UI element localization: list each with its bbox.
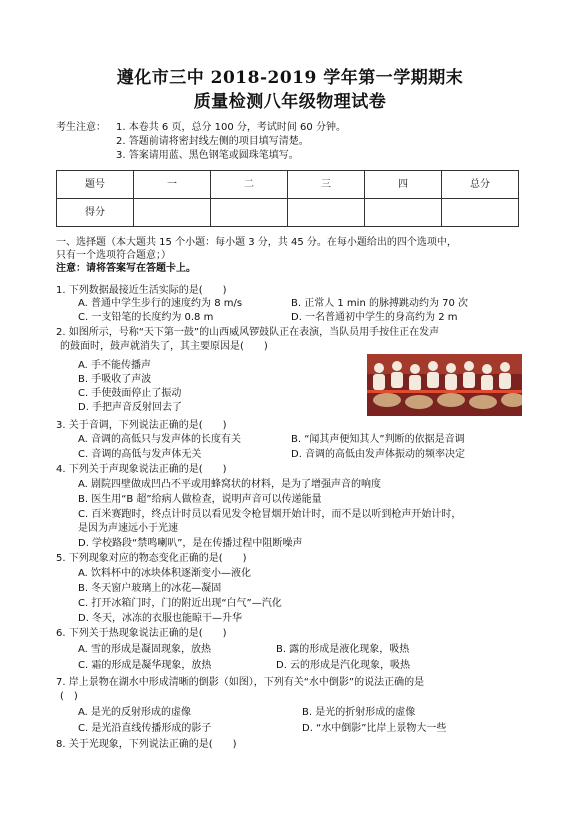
question-4-option-b: B. 医生用“B 超”给病人做检查，说明声音可以传递能量	[78, 494, 322, 505]
question-6-option-c: C. 霜的形成是凝华现象，放热	[78, 660, 212, 671]
score-cell[interactable]	[134, 199, 211, 227]
question-2-option-a: A. 手不能传播声	[78, 360, 152, 371]
notice-item-1: 1. 本卷共 6 页，总分 100 分，考试时间 60 分钟。	[116, 122, 346, 133]
question-2-option-d: D. 手把声音反射回去了	[78, 402, 183, 413]
score-header-cell: 四	[365, 171, 442, 199]
score-table-header-row	[57, 171, 519, 199]
section-intro	[56, 236, 526, 275]
question-5-option-b: B. 冬天窗户玻璃上的冰花—凝固	[78, 583, 222, 594]
question-3-option-b: B. “闻其声便知其人”判断的依据是音调	[291, 434, 465, 445]
score-cell[interactable]	[211, 199, 288, 227]
score-cell[interactable]	[442, 199, 519, 227]
section-intro-line1: 一、选择题（本大题共 15 个小题：每小题 3 分，共 45 分。在每小题给出的四个选项中，	[56, 237, 457, 248]
question-4-option-a: A. 剧院四壁做成凹凸不平或用蜂窝状的材料，是为了增强声音的响度	[78, 479, 382, 490]
question-7-option-c: C. 是光沿直线传播形成的影子	[78, 723, 212, 734]
question-4-option-d: D. 学校路段“禁鸣喇叭”，是在传播过程中阻断噪声	[78, 538, 303, 549]
notice-block	[56, 121, 526, 163]
question-5-option-d: D. 冬天，冰冻的衣服也能晾干—升华	[78, 613, 243, 624]
question-2-stem-line1: 2. 如图所示，号称“天下第一鼓”的山西威风锣鼓队正在表演，当队员用手按住正在发声	[56, 327, 440, 338]
question-2-option-b: B. 手吸收了声波	[78, 374, 152, 385]
question-1-stem: 1. 下列数据最接近生活实际的是( )	[56, 285, 227, 296]
notice-item-3: 3. 答案请用蓝、黑色钢笔或圆珠笔填写。	[116, 150, 299, 161]
notice-item-2: 2. 答题前请将密封线左侧的项目填写清楚。	[116, 136, 309, 147]
score-header-cell: 题号	[57, 171, 134, 199]
score-header-cell: 二	[211, 171, 288, 199]
score-cell[interactable]	[365, 199, 442, 227]
notice-label: 考生注意：	[56, 122, 106, 133]
drum-performance-photo	[367, 354, 522, 416]
question-4-option-c: C. 百米赛跑时，终点计时员以看见发令枪冒烟开始计时，而不是以听到枪声开始计时，	[78, 509, 462, 520]
question-4-option-c-cont: 是因为声速远小于光速	[78, 523, 178, 534]
question-1-option-a: A. 普通中学生步行的速度约为 8 m/s	[78, 298, 243, 309]
question-2-stem-line2: 的鼓面时，鼓声就消失了，其主要原因是( )	[60, 341, 268, 352]
question-1-option-b: B. 正常人 1 min 的脉搏跳动约为 70 次	[291, 298, 469, 309]
section-note: 注意：请将答案写在答题卡上。	[56, 263, 196, 274]
exam-title-line2: 质量检测八年级物理试卷	[193, 92, 387, 112]
question-4-stem: 4. 下列关于声现象说法正确的是( )	[56, 464, 227, 475]
question-5-stem: 5. 下列现象对应的物态变化正确的是( )	[56, 553, 247, 564]
score-header-cell: 三	[288, 171, 365, 199]
question-7-stem-line1: 7. 岸上景物在湖水中形成清晰的倒影（如图），下列有关“水中倒影”的说法正确的是	[56, 677, 425, 688]
question-6-option-d: D. 云的形成是汽化现象，吸热	[276, 660, 411, 671]
section-intro-line2: 只有一个选项符合题意；）	[56, 250, 171, 261]
question-1-option-c: C. 一支铅笔的长度约为 0.8 m	[78, 312, 214, 323]
exam-title-line1: 遵化市三中 2018-2019 学年第一学期期末	[116, 68, 464, 88]
question-8-stem: 8. 关于光现象，下列说法正确的是( )	[56, 739, 237, 750]
question-7-stem-line2: ( )	[60, 691, 78, 702]
question-6-option-a: A. 雪的形成是凝固现象，放热	[78, 644, 212, 655]
question-7-option-b: B. 是光的折射形成的虚像	[302, 707, 416, 718]
question-2-option-c: C. 手使鼓面停止了振动	[78, 388, 182, 399]
drum-photo-svg	[367, 354, 522, 416]
question-3-option-a: A. 音调的高低只与发声体的长度有关	[78, 434, 242, 445]
score-table	[56, 170, 519, 227]
score-table-row	[57, 199, 519, 227]
score-header-cell: 一	[134, 171, 211, 199]
question-3-stem: 3. 关于音调，下列说法正确的是( )	[56, 420, 227, 431]
question-6-option-b: B. 露的形成是液化现象，吸热	[276, 644, 410, 655]
question-6-stem: 6. 下列关于热现象说法正确的是( )	[56, 628, 227, 639]
question-7-option-a: A. 是光的反射形成的虚像	[78, 707, 192, 718]
score-header-cell: 总分	[442, 171, 519, 199]
question-5-option-c: C. 打开冰箱门时，门的附近出现“白气”—汽化	[78, 598, 282, 609]
score-row-label: 得分	[57, 199, 134, 227]
score-cell[interactable]	[288, 199, 365, 227]
question-1-option-d: D. 一名普通初中学生的身高约为 2 m	[291, 312, 458, 323]
question-3-option-d: D. 音调的高低由发声体振动的频率决定	[291, 449, 466, 460]
question-3-option-c: C. 音调的高低与发声体无关	[78, 449, 202, 460]
question-5-option-a: A. 饮料杯中的冰块体积逐渐变小—液化	[78, 568, 252, 579]
question-7-option-d: D. “水中倒影”比岸上景物大一些	[302, 723, 447, 734]
